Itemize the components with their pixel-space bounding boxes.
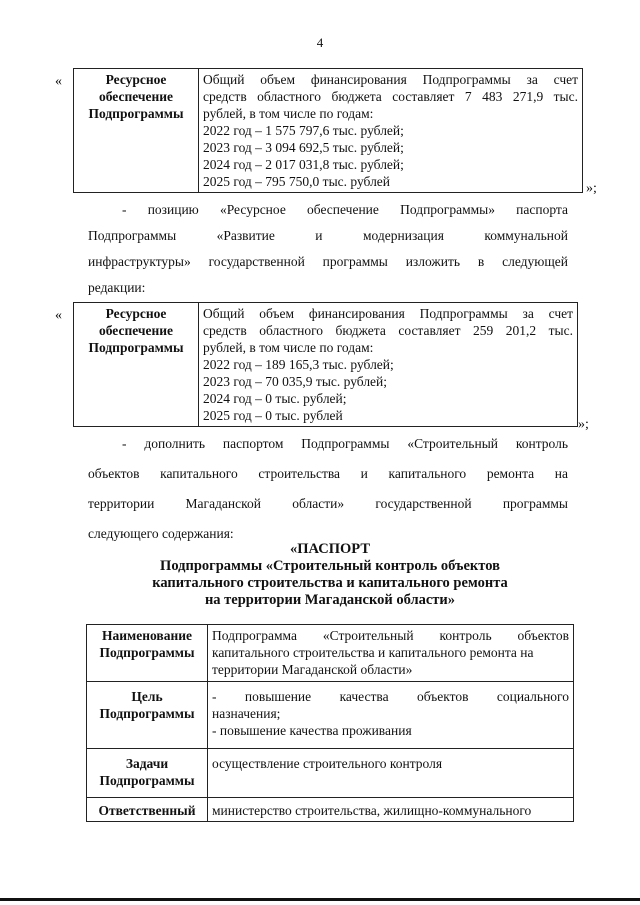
value-line: территории Магаданской области» xyxy=(212,662,413,677)
title-line: на территории Магаданской области» xyxy=(204,592,456,608)
value-line: капитального строительства и капитального ремонта на xyxy=(212,645,534,660)
value-line: 2024 год – 2 017 031,8 тыс. рублей; xyxy=(203,157,404,172)
label-line: Подпрограммы xyxy=(99,645,195,660)
value-line: средств областного бюджета составляет 259 201,2 тыс. xyxy=(203,323,573,338)
resource-table-new xyxy=(73,302,578,427)
row-value xyxy=(199,69,583,193)
paragraph-line: территории Магаданской области» государственной программы xyxy=(88,496,568,511)
row-label xyxy=(87,749,208,798)
label-line: Подпрограммы xyxy=(88,340,184,355)
row-label xyxy=(74,303,199,427)
table-row xyxy=(87,798,574,822)
scan-edge-line xyxy=(0,898,640,901)
value-line: 2025 год – 0 тыс. рублей xyxy=(203,408,343,423)
label-line: Подпрограммы xyxy=(99,773,195,788)
paragraph-line: инфраструктуры» государственной программы изложить в следующей xyxy=(88,254,568,269)
row-label xyxy=(87,682,208,749)
value-line: Подпрограмма «Строительный контроль объектов xyxy=(212,628,569,643)
table-row xyxy=(74,303,578,427)
label-line: обеспечение xyxy=(98,323,174,338)
value-line: средств областного бюджета составляет 7 483 271,9 тыс. xyxy=(203,89,578,104)
table-row xyxy=(87,682,574,749)
resource-table-current xyxy=(73,68,583,193)
paragraph-line: следующего содержания: xyxy=(88,526,234,541)
value-line: - повышение качества проживания xyxy=(212,723,412,738)
row-label xyxy=(87,798,208,822)
label-line: Ресурсное xyxy=(105,306,167,321)
label-line: Подпрограммы xyxy=(99,706,195,721)
value-line: 2022 год – 1 575 797,6 тыс. рублей; xyxy=(203,123,404,138)
value-line: 2022 год – 189 165,3 тыс. рублей; xyxy=(203,357,394,372)
label-line: Задачи xyxy=(125,756,169,771)
title-line: капитального строительства и капитального ремонта xyxy=(152,575,508,591)
value-line: 2023 год – 3 094 692,5 тыс. рублей; xyxy=(203,140,404,155)
value-line: Общий объем финансирования Подпрограммы за счет xyxy=(203,72,578,87)
title-line: Подпрограммы «Строительный контроль объектов xyxy=(160,558,500,574)
table-row xyxy=(74,69,583,193)
label-line: обеспечение xyxy=(98,89,174,104)
page-number: 4 xyxy=(316,35,324,50)
label-line: Ответственный xyxy=(98,803,196,818)
value-line: - повышение качества объектов социального xyxy=(212,689,569,704)
paragraph-line: Подпрограммы «Развитие и модернизация коммунальной xyxy=(88,228,568,243)
row-value xyxy=(208,625,574,682)
paragraph-line: - дополнить паспортом Подпрограммы «Строительный контроль xyxy=(122,436,568,451)
row-value xyxy=(208,798,574,822)
value-line: Общий объем финансирования Подпрограммы за счет xyxy=(203,306,573,321)
value-line: осуществление строительного контроля xyxy=(212,756,443,771)
paragraph-line: объектов капитального строительства и капитального ремонта на xyxy=(88,466,568,481)
value-line: назначения; xyxy=(212,706,281,721)
row-label xyxy=(87,625,208,682)
label-line: Цель xyxy=(131,689,163,704)
value-line: министерство строительства, жилищно-коммунального xyxy=(212,803,532,818)
closing-quote: »; xyxy=(578,417,589,432)
value-line: рублей, в том числе по годам: xyxy=(203,340,374,355)
row-value xyxy=(199,303,578,427)
label-line: Наименование xyxy=(102,628,192,643)
passport-table xyxy=(86,624,574,822)
value-line: 2023 год – 70 035,9 тыс. рублей; xyxy=(203,374,388,389)
title-line: «ПАСПОРТ xyxy=(289,541,370,557)
paragraph-addition xyxy=(88,434,568,544)
row-label xyxy=(74,69,199,193)
table-row xyxy=(87,749,574,798)
value-line: 2025 год – 795 750,0 тыс. рублей xyxy=(203,174,391,189)
row-value xyxy=(208,749,574,798)
opening-quote: « xyxy=(55,308,62,323)
paragraph-line: - позицию «Ресурсное обеспечение Подпрограммы» паспорта xyxy=(122,202,568,217)
row-value xyxy=(208,682,574,749)
opening-quote: « xyxy=(55,74,62,89)
label-line: Ресурсное xyxy=(105,72,167,87)
value-line: рублей, в том числе по годам: xyxy=(203,106,374,121)
closing-quote: »; xyxy=(586,181,597,196)
value-line: 2024 год – 0 тыс. рублей; xyxy=(203,391,347,406)
paragraph-line: редакции: xyxy=(88,280,146,295)
paragraph-position xyxy=(88,200,568,298)
passport-title xyxy=(80,541,580,609)
label-line: Подпрограммы xyxy=(88,106,184,121)
table-row xyxy=(87,625,574,682)
